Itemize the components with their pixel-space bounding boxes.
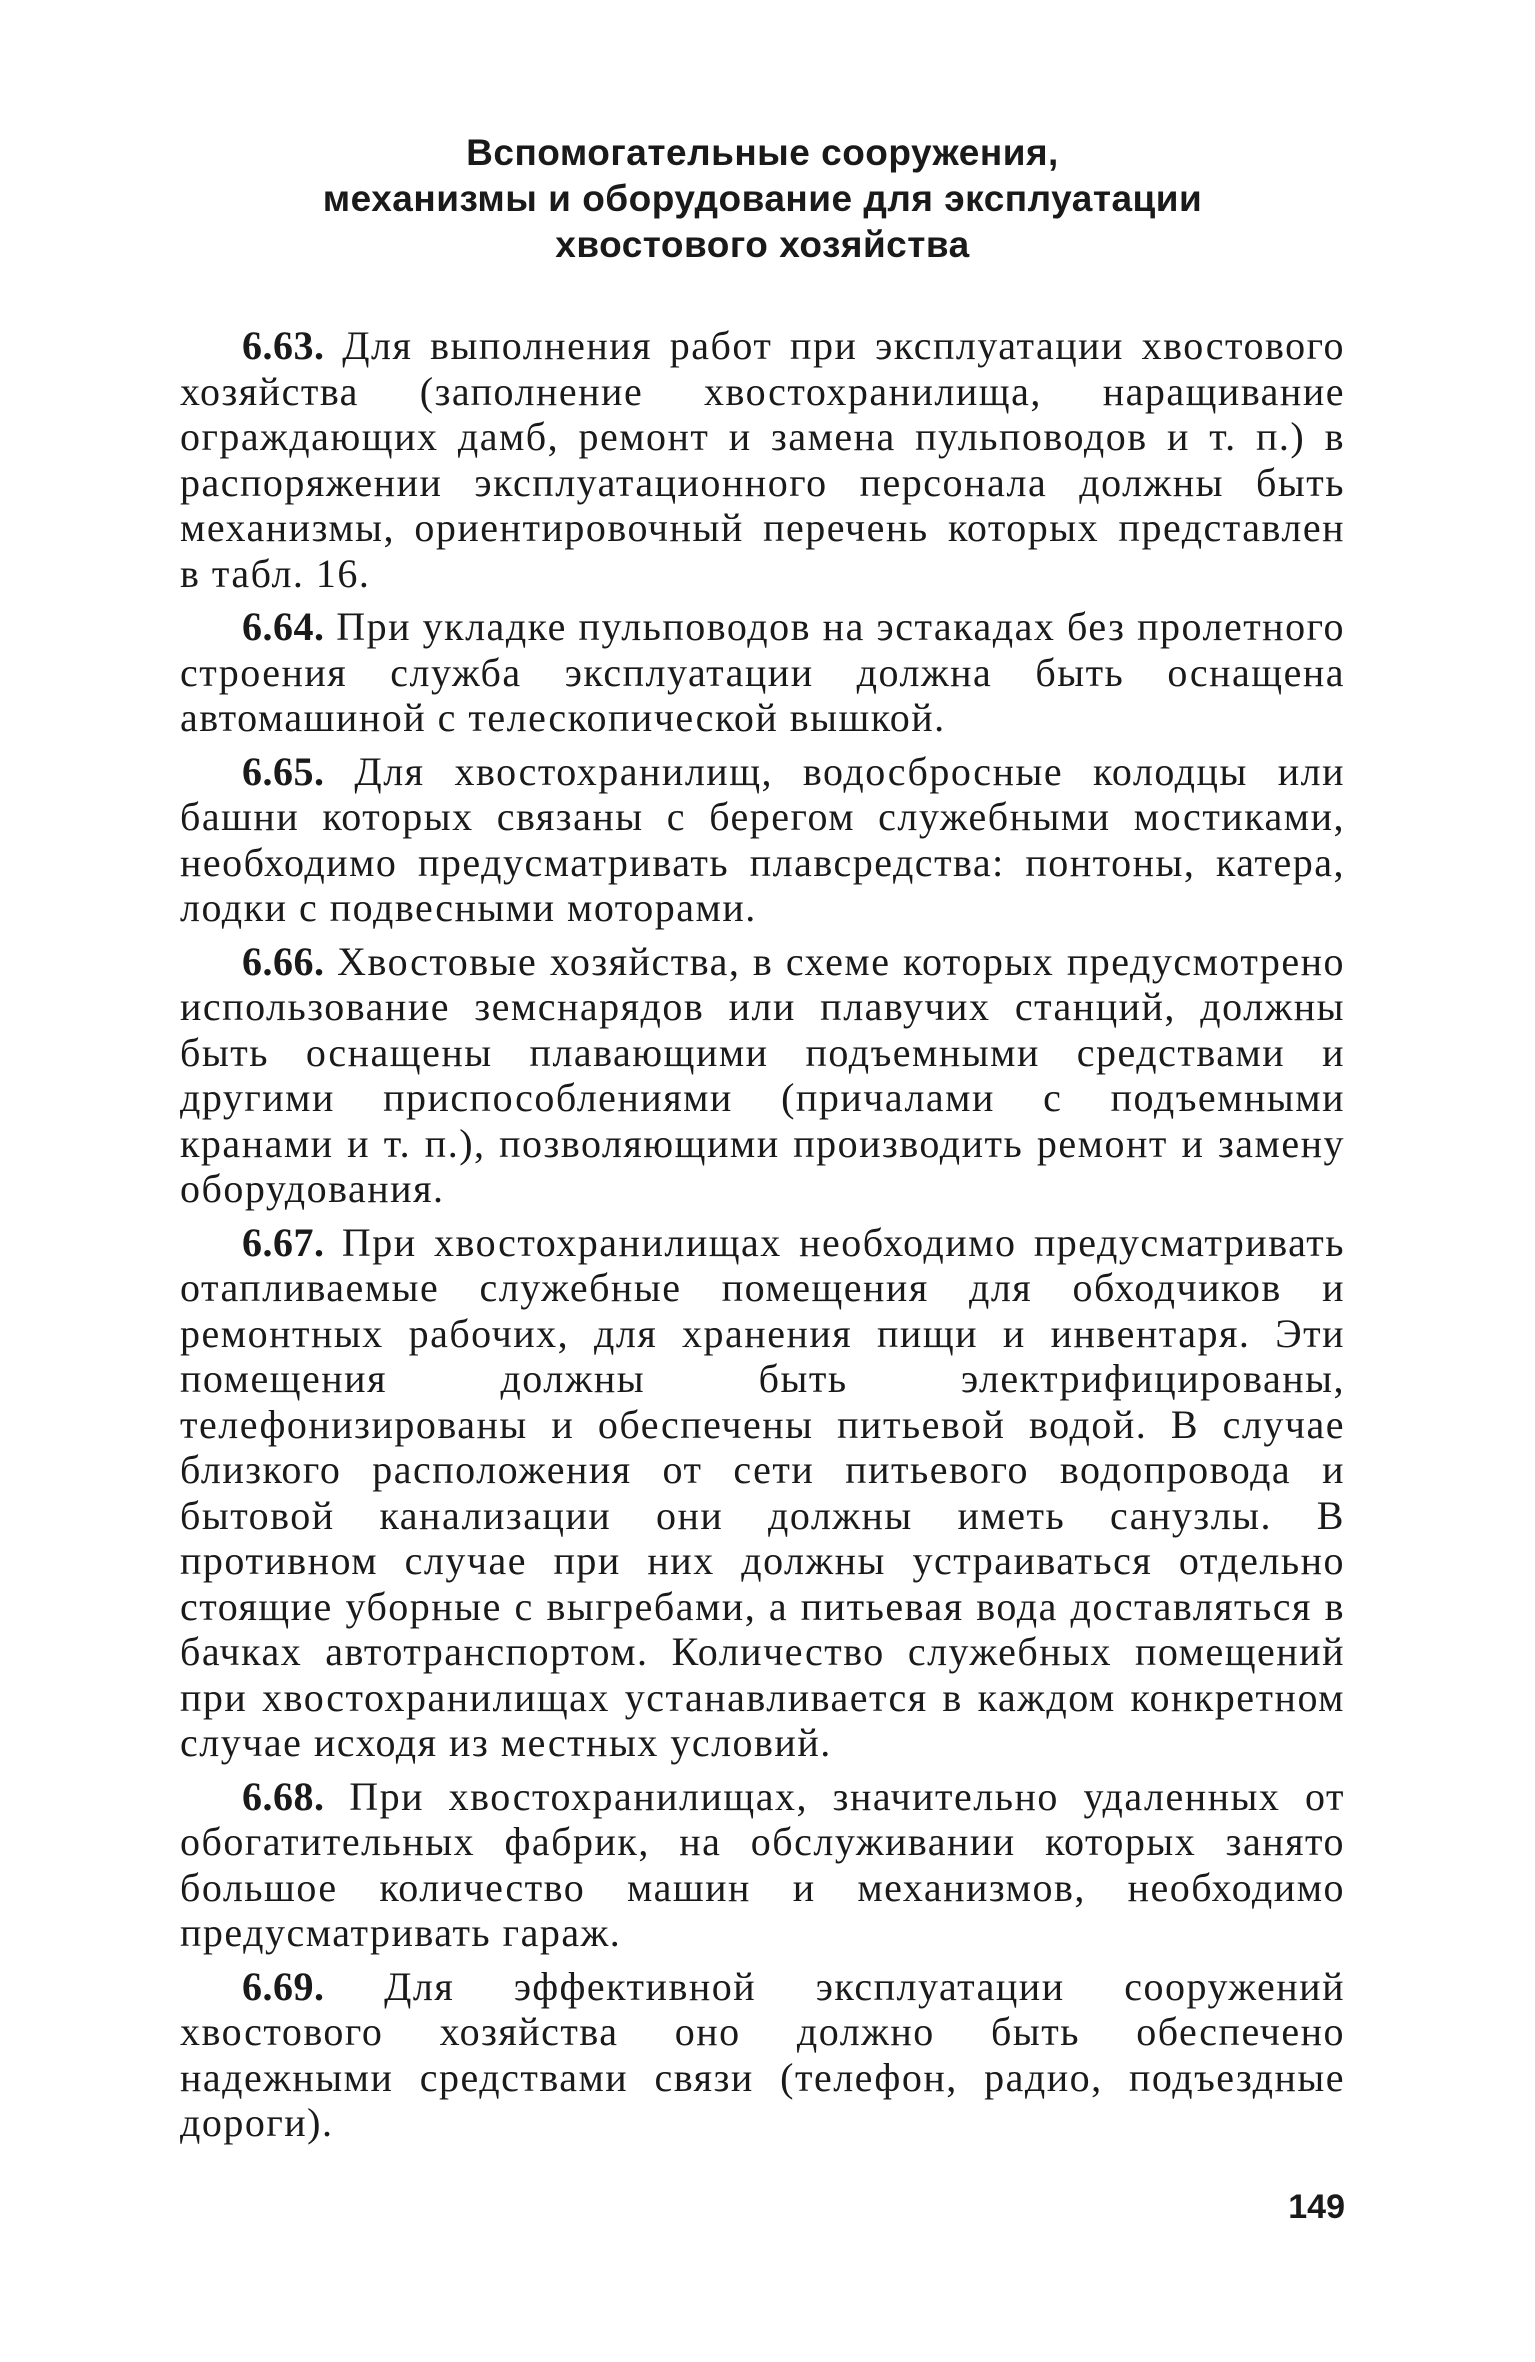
paragraph-number: 6.68. — [242, 1773, 325, 1819]
paragraph-number: 6.67. — [242, 1219, 325, 1265]
paragraph-text: Хвостовые хозяйства, в схеме которых предусмотрено использование земснарядов или плавучих станций, должны быть оснащены плавающими подъемными средствами и другими приспособлениями (причалами с подъемными кранами и т. п.), позволяющими производить ремонт и замену оборудования. — [180, 938, 1345, 1211]
paragraph-6-66 — [180, 939, 1345, 1212]
paragraph-text: Для хвостохранилищ, водосбросные колодцы или башни которых связаны с берегом служебными мостиками, необходимо предусматривать плавсредства: понтоны, катера, лодки с подвесными моторами. — [180, 748, 1345, 930]
page-number: 149 — [1288, 2188, 1345, 2226]
paragraph-6-65 — [180, 749, 1345, 931]
heading-line-2: механизмы и оборудование для эксплуатации — [322, 178, 1203, 219]
paragraph-text: При хвостохранилищах необходимо предусматривать отапливаемые служебные помещения для обходчиков и ремонтных рабочих, для хранения пищи и инвентаря. Эти помещения должны быть электрифицированы, телефонизированы и обеспечены питьевой водой. В случае близкого расположения от сети питьевого водопровода и бытовой канализации они должны иметь санузлы. В противном случае при них должны устраиваться отдельно стоящие уборные с выгребами, а питьевая вода доставляться в бачках автотранспортом. Количество служебных помещений при хвостохранилищах устанавливается в каждом конкретном случае исходя из местных условий. — [180, 1219, 1346, 1765]
paragraph-number: 6.69. — [242, 1963, 325, 2009]
paragraph-6-68 — [180, 1774, 1345, 1956]
book-page — [180, 130, 1345, 2280]
paragraph-6-67 — [180, 1220, 1345, 1766]
paragraph-number: 6.65. — [242, 748, 325, 794]
paragraph-number: 6.64. — [242, 604, 325, 649]
paragraph-text: Для эффективной эксплуатации сооружений хвостового хозяйства оно должно быть обеспечено надежными средствами связи (телефон, радио, подъездные дороги). — [180, 1963, 1345, 2145]
paragraph-list — [180, 323, 1345, 2146]
heading-line-3: хвостового хозяйства — [555, 224, 970, 265]
section-heading — [180, 130, 1345, 268]
paragraph-number: 6.63. — [242, 323, 325, 368]
paragraph-text: При хвостохранилищах, значительно удаленных от обогатительных фабрик, на обслуживании которых занято большое количество машин и механизмов, необходимо предусматривать гараж. — [180, 1773, 1346, 1955]
paragraph-6-64 — [180, 604, 1345, 741]
paragraph-number: 6.66. — [242, 938, 325, 984]
paragraph-text: При укладке пульповодов на эстакадах без пролетного строения служба эксплуатации должна быть оснащена автомашиной с телескопической вышкой. — [180, 604, 1345, 740]
heading-line-1: Вспомогательные сооружения, — [466, 132, 1059, 173]
paragraph-text: Для выполнения работ при эксплуатации хвостового хозяйства (заполнение хвостохранилища, наращивание ограждающих дамб, ремонт и замена пульповодов и т. п.) в распоряжении эксплуатационного персонала должны быть механизмы, ориентировочный перечень которых представлен в табл. 16. — [180, 323, 1345, 596]
paragraph-6-63 — [180, 323, 1345, 596]
paragraph-6-69 — [180, 1964, 1345, 2146]
